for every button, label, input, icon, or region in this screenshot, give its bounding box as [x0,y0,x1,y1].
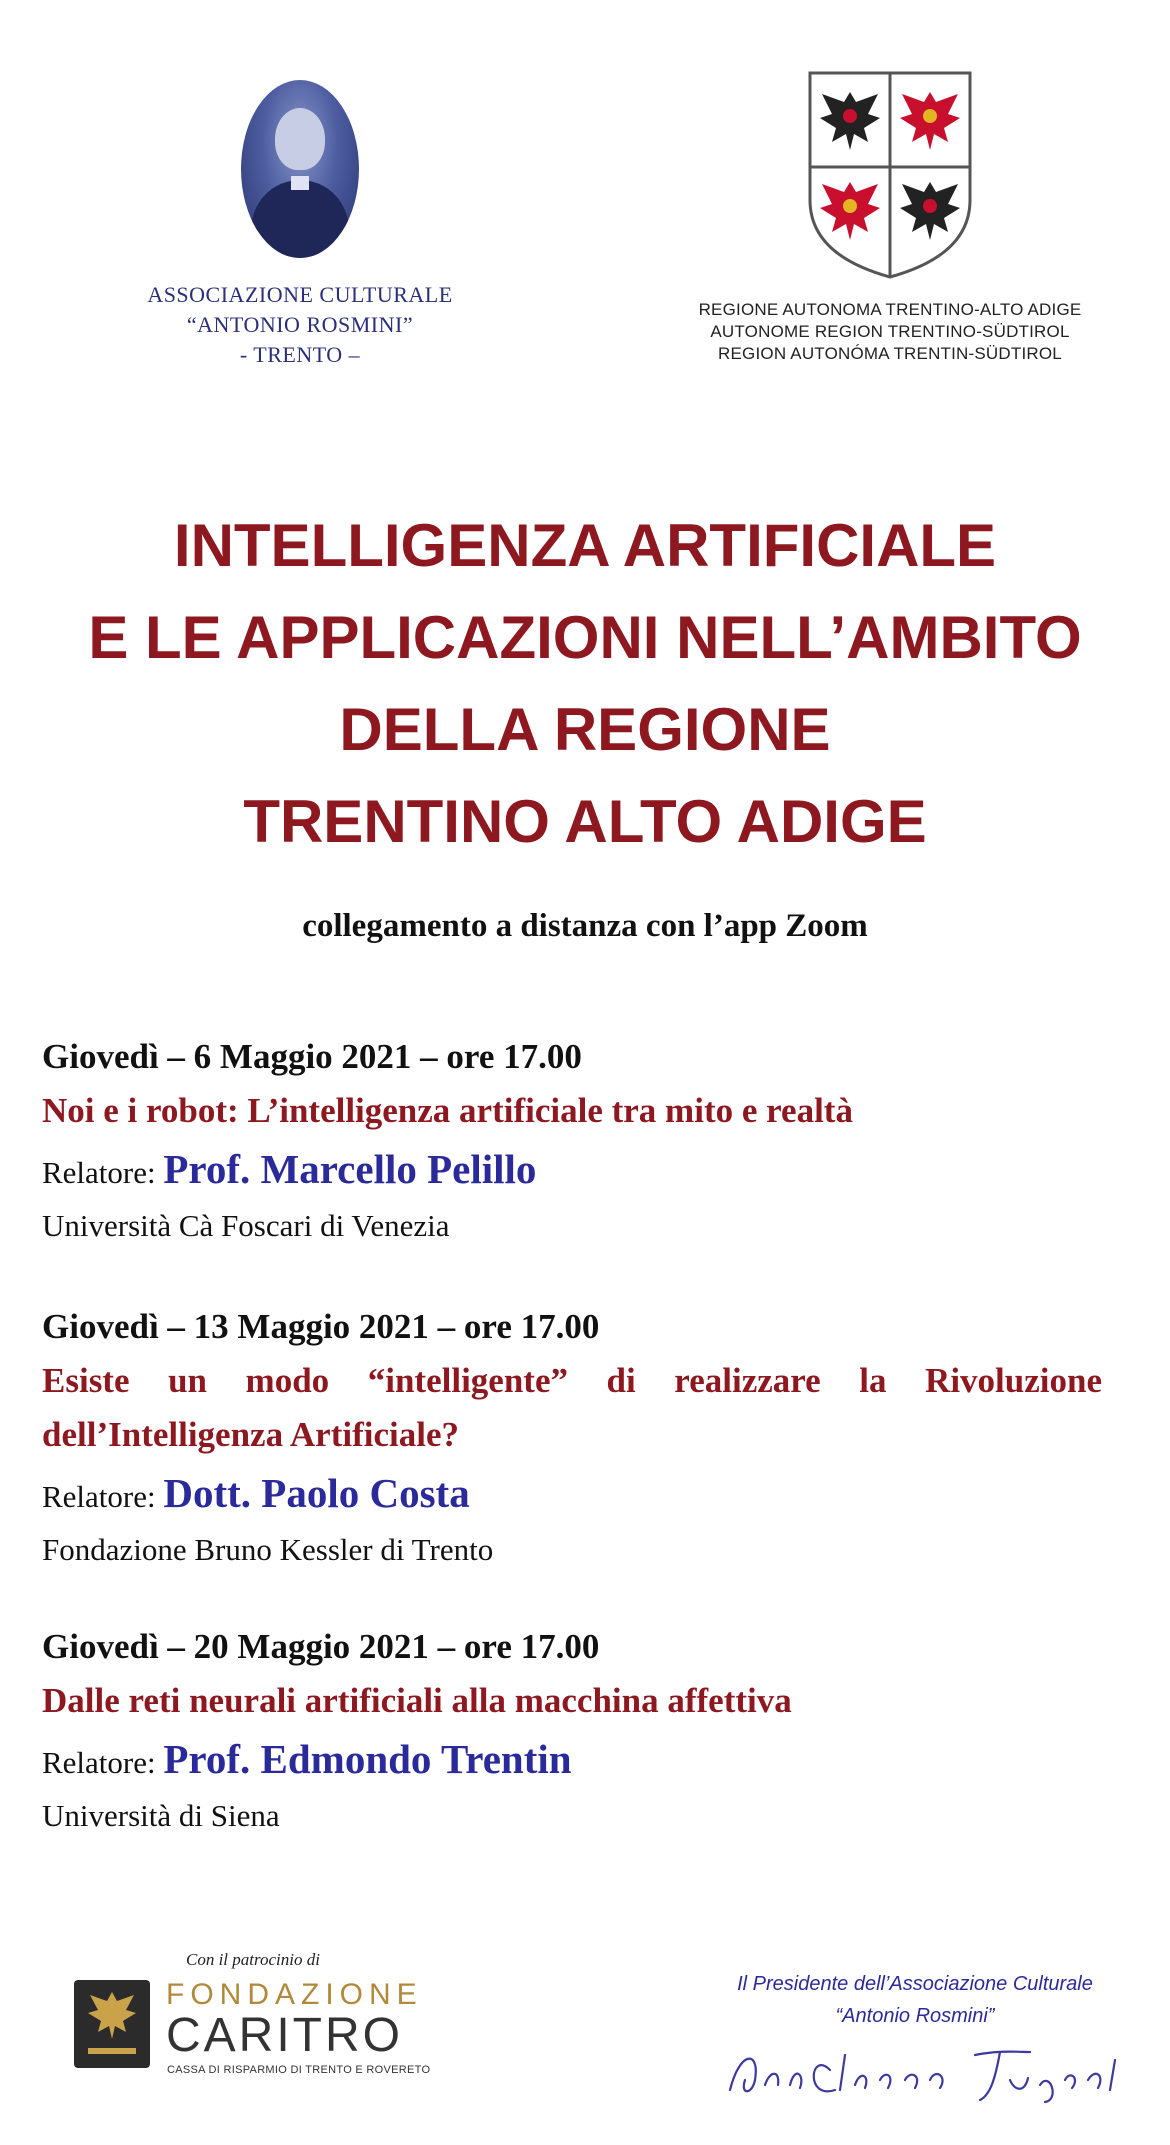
region-line-3: REGION AUTONÓMA TRENTIN-SÜDTIROL [718,344,1062,363]
title-line-3: DELLA REGIONE [339,696,831,763]
event-item [42,1300,1102,1572]
president-block [700,1968,1130,2032]
speaker-affiliation: Università Cà Foscari di Venezia [42,1208,450,1243]
speaker-label: Relatore: [42,1745,156,1780]
speaker-name: Prof. Marcello Pelillo [163,1146,537,1192]
subtitle: collegamento a distanza con l’app Zoom [302,908,868,944]
event-topic: Dalle reti neurali artificiali alla macchina affettiva [42,1681,792,1720]
event-speaker-row [42,1462,1102,1528]
region-name [690,299,1090,365]
association-name [110,280,490,370]
president-association: “Antonio Rosmini” [835,2005,995,2027]
event-date: Giovedì – 6 Maggio 2021 – ore 17.00 [42,1037,582,1076]
president-title: Il Presidente dell’Associazione Culturale [737,1973,1093,1995]
title-line-1: INTELLIGENZA ARTIFICIALE [173,512,997,579]
president-signature-image [710,2040,1130,2110]
sponsor-name-top: FONDAZIONE [166,1978,423,2011]
region-line-2: AUTONOME REGION TRENTINO-SÜDTIROL [710,322,1070,341]
event-speaker-row [42,1138,1102,1204]
caritro-emblem-icon [74,1980,150,2068]
event-date: Giovedì – 20 Maggio 2021 – ore 17.00 [42,1627,600,1666]
patronage-label: Con il patrocinio di [186,1950,320,1969]
event-topic: Noi e i robot: L’intelligenza artificiale tra mito e realtà [42,1091,853,1130]
speaker-name: Prof. Edmondo Trentin [163,1736,572,1782]
speaker-affiliation: Università di Siena [42,1798,280,1833]
event-item [42,1620,1102,1838]
speaker-label: Relatore: [42,1479,156,1514]
region-coat-of-arms-icon [807,70,973,280]
event-item [42,1030,1102,1248]
association-line-1: ASSOCIAZIONE CULTURALE [147,282,453,307]
event-topic: Esiste un modo “intelligente” di realizzare la Rivoluzione dell’Intelligenza Artificiale? [42,1361,1102,1454]
sponsor-name-main: CARITRO [166,2009,403,2062]
association-line-3: - TRENTO – [239,342,361,367]
title-line-2: E LE APPLICAZIONI NELL’AMBITO [88,604,1082,671]
event-speaker-row [42,1728,1102,1794]
speaker-label: Relatore: [42,1155,156,1190]
speaker-affiliation: Fondazione Bruno Kessler di Trento [42,1532,494,1567]
association-logo [110,80,490,370]
title-line-4: TRENTINO ALTO ADIGE [243,788,927,855]
association-line-2: “ANTONIO ROSMINI” [186,312,414,337]
page-title [0,500,1170,868]
region-logo [690,70,1090,365]
sponsor-tagline: CASSA DI RISPARMIO DI TRENTO E ROVERETO [167,2064,431,2076]
region-line-1: REGIONE AUTONOMA TRENTINO-ALTO ADIGE [698,300,1082,319]
event-date: Giovedì – 13 Maggio 2021 – ore 17.00 [42,1307,600,1346]
rosmini-portrait-image [241,80,359,258]
speaker-name: Dott. Paolo Costa [163,1470,470,1516]
